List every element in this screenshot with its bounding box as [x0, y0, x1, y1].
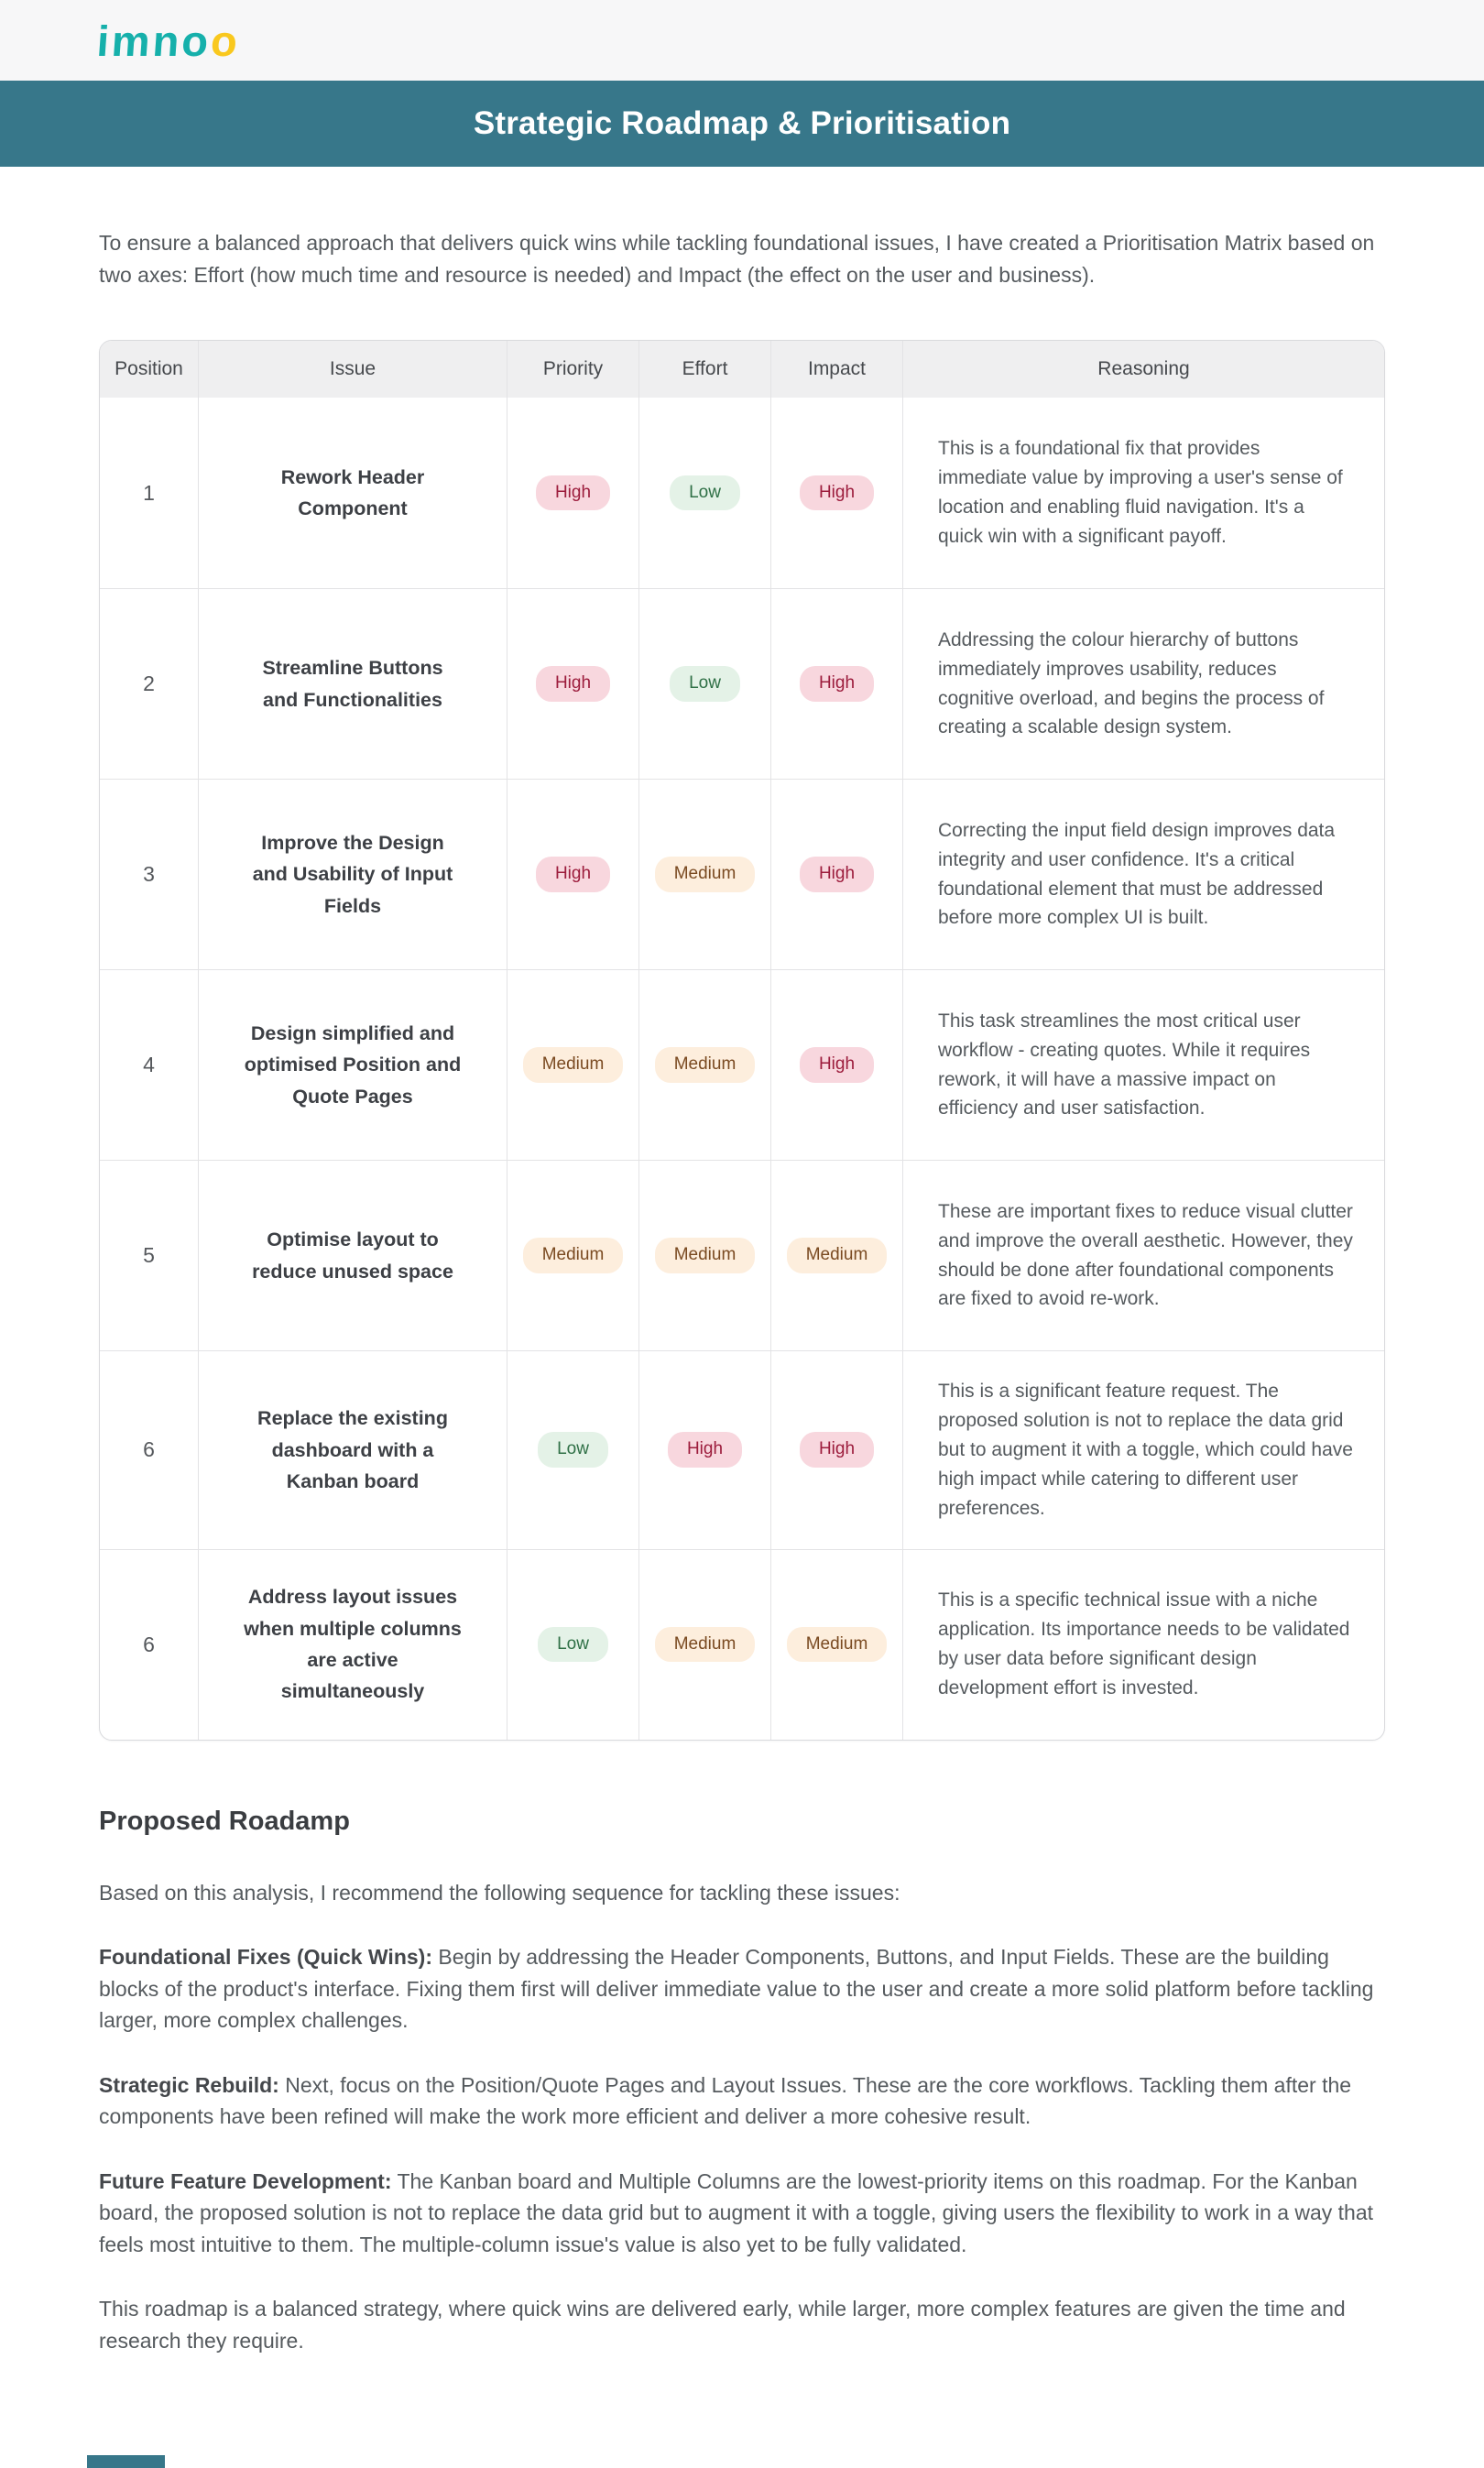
position-cell: 3	[143, 862, 155, 886]
effort-badge: High	[668, 1432, 742, 1468]
reasoning-cell: These are important fixes to reduce visual clutter and improve the overall aesthetic. However, they should be done after foundational components are fixed to avoid re-work.	[902, 1161, 1384, 1350]
effort-cell	[638, 1161, 770, 1350]
paragraph-text: The Kanban board and Multiple Columns are the lowest-priority items on this roadmap. For the Kanban board, the proposed solution is not to replace the data grid but to augment it with a toggle, giving users the flexibility to work in a way that feels most intuitive to them. The multiple-column issue's value is also yet to be fully validated.	[99, 2168, 1374, 2256]
column-header-impact: Impact	[770, 341, 902, 398]
position-cell: 2	[143, 672, 155, 695]
priority-badge: High	[536, 475, 610, 511]
column-header-reasoning: Reasoning	[902, 341, 1384, 398]
effort-cell	[638, 970, 770, 1160]
impact-badge: High	[800, 1047, 874, 1083]
top-bar	[0, 0, 1484, 81]
priority-badge: Low	[538, 1432, 608, 1468]
table-row	[100, 1549, 1384, 1740]
effort-cell	[638, 1351, 770, 1549]
position-cell: 1	[143, 480, 155, 505]
effort-cell	[638, 1550, 770, 1740]
reasoning-cell: This is a significant feature request. The proposed solution is not to replace the data grid but to augment it with a toggle, which could have high impact while catering to different user preferences.	[902, 1351, 1384, 1549]
section-banner	[0, 81, 1484, 167]
priority-badge: Medium	[523, 1238, 624, 1273]
roadmap-paragraph	[99, 2069, 1385, 2133]
priority-badge: Medium	[523, 1047, 624, 1083]
issue-cell: Address layout issues when multiple columns are active simultaneously	[198, 1550, 507, 1740]
priority-badge: Low	[538, 1627, 608, 1663]
column-header-priority: Priority	[507, 341, 638, 398]
reasoning-cell: This is a specific technical issue with a niche application. Its importance needs to be validated by user data before significant design development effort is invested.	[902, 1550, 1384, 1740]
roadmap-paragraph	[99, 1877, 1385, 1909]
position-cell: 5	[143, 1243, 155, 1267]
impact-badge: High	[800, 475, 874, 511]
impact-badge: High	[800, 666, 874, 702]
effort-badge: Low	[670, 666, 740, 702]
paragraph-lead: Future Feature Development:	[99, 2168, 392, 2193]
roadmap-paragraph	[99, 1941, 1385, 2037]
impact-cell	[770, 398, 902, 588]
logo-text-yellow: o	[209, 16, 242, 65]
impact-cell	[770, 1550, 902, 1740]
roadmap-paragraphs	[99, 1877, 1385, 2357]
paragraph-text: Based on this analysis, I recommend the following sequence for tackling these issues:	[99, 1880, 900, 1905]
impact-cell	[770, 589, 902, 779]
impact-badge: High	[800, 857, 874, 892]
prioritisation-table	[99, 340, 1385, 1741]
priority-cell	[507, 1161, 638, 1350]
priority-cell	[507, 1550, 638, 1740]
footer-accent-bar	[87, 2455, 165, 2468]
table-row	[100, 588, 1384, 779]
priority-cell	[507, 780, 638, 969]
paragraph-text: This roadmap is a balanced strategy, where quick wins are delivered early, while larger, more complex features are given the time and research they require.	[99, 2297, 1346, 2353]
reasoning-cell: Addressing the colour hierarchy of buttons immediately improves usability, reduces cognitive overload, and begins the process of creating a scalable design system.	[902, 589, 1384, 779]
roadmap-heading: Proposed Roadamp	[99, 1806, 350, 1836]
issue-cell: Rework Header Component	[198, 398, 507, 588]
priority-cell	[507, 1351, 638, 1549]
priority-cell	[507, 970, 638, 1160]
effort-cell	[638, 398, 770, 588]
priority-cell	[507, 589, 638, 779]
table-row	[100, 398, 1384, 588]
table-header-row	[100, 341, 1384, 398]
effort-badge: Medium	[655, 857, 756, 892]
issue-cell: Improve the Design and Usability of Input Fields	[198, 780, 507, 969]
paragraph-lead: Strategic Rebuild:	[99, 2072, 279, 2097]
issue-cell: Design simplified and optimised Position and Quote Pages	[198, 970, 507, 1160]
effort-badge: Medium	[655, 1627, 756, 1663]
impact-cell	[770, 1161, 902, 1350]
issue-cell: Replace the existing dashboard with a Kanban board	[198, 1351, 507, 1549]
impact-cell	[770, 780, 902, 969]
reasoning-cell: This is a foundational fix that provides immediate value by improving a user's sense of location and enabling fluid navigation. It's a quick win with a significant payoff.	[902, 398, 1384, 588]
position-cell: 6	[143, 1632, 155, 1656]
priority-badge: High	[536, 857, 610, 892]
impact-cell	[770, 1351, 902, 1549]
page-title: Strategic Roadmap & Prioritisation	[473, 105, 1011, 141]
impact-cell	[770, 970, 902, 1160]
effort-cell	[638, 780, 770, 969]
paragraph-lead: Foundational Fixes (Quick Wins):	[99, 1945, 432, 1970]
paragraph-text: Next, focus on the Position/Quote Pages and Layout Issues. These are the core workflows. Tackling them after the components have been refined will make the work more efficient and deliver a more cohesive result.	[99, 2072, 1352, 2129]
page-content	[0, 227, 1484, 2356]
impact-badge: High	[800, 1432, 874, 1468]
column-header-position: Position	[115, 358, 183, 379]
roadmap-paragraph	[99, 2166, 1385, 2261]
intro-paragraph: To ensure a balanced approach that delivers quick wins while tackling foundational issues, I have created a Prioritisation Matrix based on two axes: Effort (how much time and resource is needed) and Impact (the effect on the user and business).	[99, 231, 1375, 287]
reasoning-cell: Correcting the input field design improves data integrity and user confidence. It's a critical foundational element that must be addressed before more complex UI is built.	[902, 780, 1384, 969]
effort-cell	[638, 589, 770, 779]
position-cell: 4	[143, 1053, 155, 1076]
impact-badge: Medium	[787, 1627, 888, 1663]
paragraph-text: Begin by addressing the Header Components, Buttons, and Input Fields. These are the building blocks of the product's interface. Fixing them first will deliver immediate value to the user and create a more solid platform before tackling larger, more complex challenges.	[99, 1945, 1374, 2033]
effort-badge: Medium	[655, 1047, 756, 1083]
table-row	[100, 969, 1384, 1160]
effort-badge: Medium	[655, 1238, 756, 1273]
table-body	[100, 398, 1384, 1740]
issue-cell: Streamline Buttons and Functionalities	[198, 589, 507, 779]
logo-text-teal: imno	[95, 16, 213, 65]
column-header-issue: Issue	[198, 341, 507, 398]
table-row	[100, 779, 1384, 969]
table-row	[100, 1160, 1384, 1350]
table-row	[100, 1350, 1384, 1549]
reasoning-cell: This task streamlines the most critical user workflow - creating quotes. While it requires rework, it will have a massive impact on efficiency and user satisfaction.	[902, 970, 1384, 1160]
impact-badge: Medium	[787, 1238, 888, 1273]
roadmap-paragraph	[99, 2293, 1385, 2356]
issue-cell: Optimise layout to reduce unused space	[198, 1161, 507, 1350]
position-cell: 6	[143, 1437, 155, 1462]
priority-badge: High	[536, 666, 610, 702]
effort-badge: Low	[670, 475, 740, 511]
imnoo-logo	[95, 16, 242, 65]
column-header-effort: Effort	[638, 341, 770, 398]
priority-cell	[507, 398, 638, 588]
